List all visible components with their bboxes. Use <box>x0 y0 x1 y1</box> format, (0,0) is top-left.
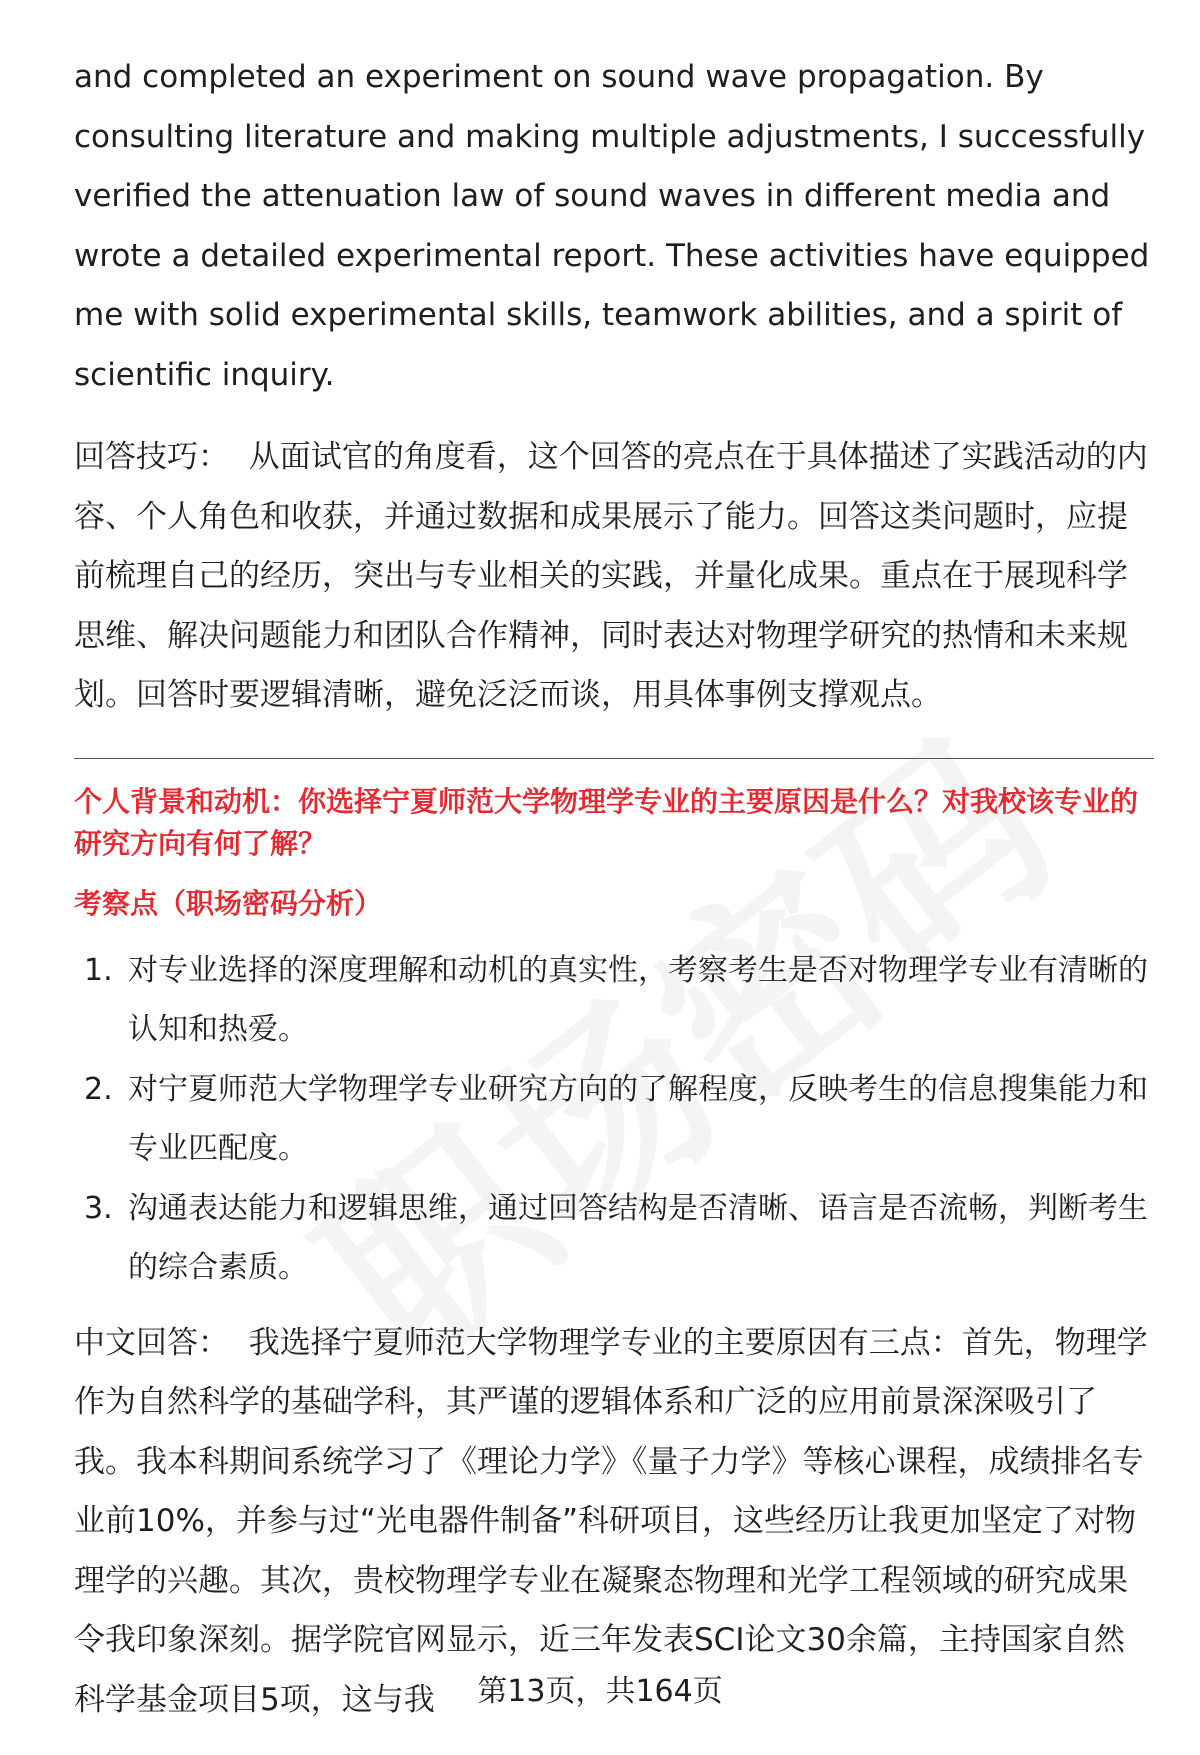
document-page <box>74 48 1154 1730</box>
list-item <box>74 941 1154 1060</box>
page-footer: 第13页，共164页 <box>477 1674 723 1709</box>
assessment-points <box>74 941 1154 1298</box>
section-divider <box>74 758 1154 759</box>
tips-paragraph <box>74 428 1154 726</box>
list-text: 对专业选择的深度理解和动机的真实性，考察考生是否对物理学专业有清晰的认知和热爱。 <box>128 952 1148 1047</box>
tips-label: 回答技巧： <box>74 439 229 475</box>
list-text: 对宁夏师范大学物理学专业研究方向的了解程度，反映考生的信息搜集能力和专业匹配度。 <box>128 1071 1148 1166</box>
list-text: 沟通表达能力和逻辑思维，通过回答结构是否清晰、语言是否流畅，判断考生的综合素质。 <box>128 1190 1148 1285</box>
answer-paragraph <box>74 1314 1154 1731</box>
list-number: 2. <box>84 1071 113 1107</box>
tips-text: 从面试官的角度看，这个回答的亮点在于具体描述了实践活动的内容、个人角色和收获，并通过数据和成果展示了能力。回答这类问题时，应提前梳理自己的经历，突出与专业相关的实践，并量化成果。重点在于展现科学思维、解决问题能力和团队合作精神，同时表达对物理学研究的热情和未来规划。回答时要逻辑清晰，避免泛泛而谈，用具体事例支撑观点。 <box>74 439 1148 713</box>
question-title: 个人背景和动机：你选择宁夏师范大学物理学专业的主要原因是什么？对我校该专业的研究方向有何了解？ <box>74 784 1139 860</box>
list-item <box>74 1060 1154 1179</box>
list-number: 3. <box>84 1190 113 1226</box>
list-number: 1. <box>84 952 113 988</box>
answer-label: 中文回答： <box>74 1324 229 1361</box>
intro-paragraph: and completed an experiment on sound wave propagation. By consulting literature and making multiple adjustments, I successfully verified the attenuation law of sound waves in different media and wrote a detailed experimental report. These activities have equipped me with solid experimental skills, teamwork abilities, and a spirit of scientific inquiry. <box>74 59 1150 393</box>
list-item <box>74 1179 1154 1298</box>
answer-text: 我选择宁夏师范大学物理学专业的主要原因有三点：首先，物理学作为自然科学的基础学科，其严谨的逻辑体系和广泛的应用前景深深吸引了我。我本科期间系统学习了《理论力学》《量子力学》等核心课程，成绩排名专业前10%，并参与过“光电器件制备”科研项目，这些经历让我更加坚定了对物理学的兴趣。其次，贵校物理学专业在凝聚态物理和光学工程领域的研究成果令我印象深刻。据学院官网显示，近三年发表SCI论文30余篇，主持国家自然科学基金项目5项，这与我 <box>74 1324 1148 1718</box>
question-subtitle: 考察点（职场密码分析） <box>74 886 383 920</box>
